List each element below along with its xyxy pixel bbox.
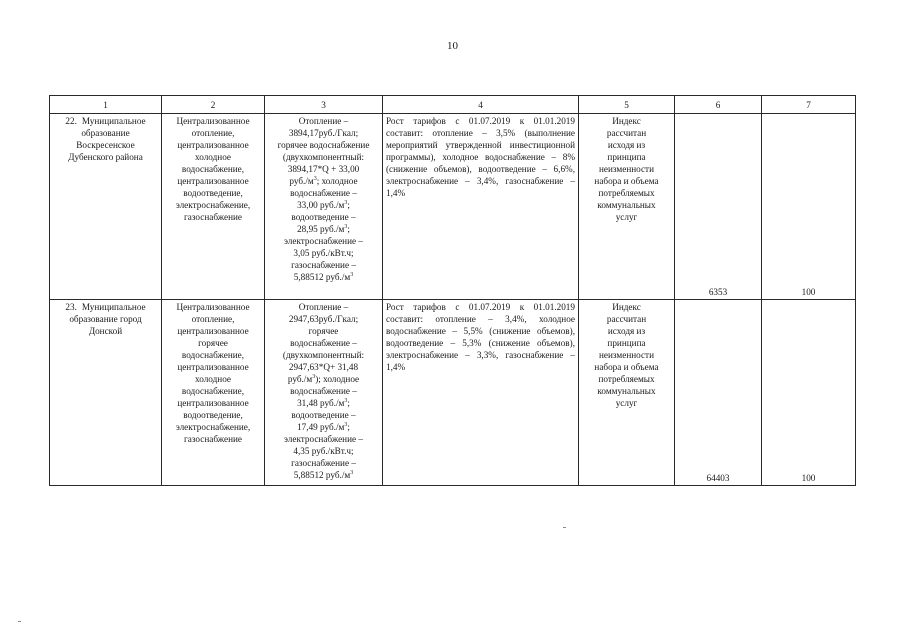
index-note-line: исходя из [607, 326, 646, 336]
service-line: централизованное [177, 362, 249, 372]
service-line: Централизованное [176, 302, 250, 312]
rate-line [268, 337, 379, 349]
index-note-line: Индекс [612, 302, 641, 312]
rate-line [268, 115, 379, 127]
rate-text: 31,48 руб./м [297, 398, 345, 408]
row-number: 22. [65, 116, 77, 126]
rate-text: руб./м [287, 374, 313, 384]
table-row [50, 114, 856, 300]
page-number: 10 [447, 40, 458, 52]
rates-cell [265, 114, 383, 300]
index-note-line: коммунальных [597, 386, 656, 396]
index-note-line: неизменности [599, 350, 654, 360]
rate-line [268, 199, 379, 211]
service-line: централизованное [177, 326, 249, 336]
service-line: газоснабжение [184, 212, 242, 222]
service-line: электроснабжение, [175, 422, 251, 432]
rate-text: газоснабжение – [291, 458, 356, 468]
rate-text: 3,05 руб./кВт.ч; [293, 248, 354, 258]
index-note-line: рассчитан [606, 128, 647, 138]
population-cell: 64403 [675, 300, 762, 486]
service-line: отопление, [191, 314, 235, 324]
scan-speck [563, 527, 566, 528]
rate-line [268, 385, 379, 397]
rate-unit-superscript: 3 [313, 175, 317, 182]
rate-text: 3894,17руб./Гкал; [288, 128, 359, 138]
row-number: 23. [65, 302, 77, 312]
rate-text: (двухкомпонентный: [282, 350, 365, 360]
tariff-table [49, 95, 856, 486]
rate-line [268, 127, 379, 139]
rate-text: 28,95 руб./м [297, 224, 345, 234]
service-line: централизованное [177, 398, 249, 408]
rate-text-after: ; [347, 422, 350, 432]
rate-text: 5,88512 руб./м [293, 470, 351, 480]
index-note-line: набора и объема [594, 362, 659, 372]
rate-text: 5,88512 руб./м [293, 272, 351, 282]
index-note-line: потребляемых [598, 188, 655, 198]
service-line: Централизованное [176, 116, 250, 126]
rate-line [268, 373, 379, 385]
rate-text-after: ; [347, 224, 350, 234]
rate-unit-superscript: 3 [350, 271, 354, 278]
rate-line [268, 409, 379, 421]
rate-unit-superscript: 3 [344, 421, 348, 428]
index-note-line: исходя из [607, 140, 646, 150]
service-line: отопление, [191, 128, 235, 138]
rate-line [268, 271, 379, 283]
rate-line [268, 151, 379, 163]
rate-text: Отопление – [298, 116, 349, 126]
column-header-3: 3 [265, 96, 383, 114]
rate-line [268, 445, 379, 457]
municipality-cell [50, 300, 162, 486]
rate-text: Отопление – [298, 302, 349, 312]
rate-unit-superscript: 3 [350, 469, 354, 476]
rate-line [268, 349, 379, 361]
rate-line [268, 235, 379, 247]
service-line: водоотведение, [183, 410, 243, 420]
rate-text: водоотведение – [291, 212, 356, 222]
rate-text-after: ; [347, 200, 350, 210]
service-line: холодное [194, 152, 231, 162]
column-header-6: 6 [675, 96, 762, 114]
rate-text: горячее водоснабжение [277, 140, 370, 150]
rate-line [268, 457, 379, 469]
rate-unit-superscript: 3 [344, 199, 348, 206]
index-note-line: услуг [615, 212, 638, 222]
service-line: водоснабжение, [181, 386, 245, 396]
rate-line [268, 223, 379, 235]
rate-line [268, 361, 379, 373]
rate-line [268, 301, 379, 313]
rate-text-after: ); холодное [315, 374, 360, 384]
column-header-2: 2 [162, 96, 265, 114]
population-cell: 6353 [675, 114, 762, 300]
tariff-growth-cell: Рост тарифов с 01.07.2019 к 01.01.2019 составит: отопление – 3,4%, холодное водоснабжение – 5,5% (снижение объемов), водоотведение – 5,3% (снижение объемов), электроснабжение – 3,3%, газоснабжение – 1,4% [383, 300, 579, 486]
rate-text: горячее [308, 326, 339, 336]
rate-text: водоснабжение – [290, 188, 357, 198]
rate-unit-superscript: 3 [344, 223, 348, 230]
rate-line [268, 397, 379, 409]
rate-text-after: ; [347, 398, 350, 408]
index-note-line: потребляемых [598, 374, 655, 384]
table-row [50, 300, 856, 486]
rate-text: 17,49 руб./м [297, 422, 345, 432]
service-line: централизованное [177, 140, 249, 150]
service-line: централизованное [177, 176, 249, 186]
column-header-5: 5 [579, 96, 675, 114]
rate-text: газоснабжение – [291, 260, 356, 270]
rate-text: электроснабжение – [284, 236, 363, 246]
rate-line [268, 469, 379, 481]
service-line: холодное [194, 374, 231, 384]
rate-line [268, 421, 379, 433]
rate-line [268, 175, 379, 187]
service-line: электроснабжение, [175, 200, 251, 210]
index-note-line: коммунальных [597, 200, 656, 210]
index-note-cell [579, 114, 675, 300]
service-line: горячее [198, 338, 228, 348]
rate-line [268, 139, 379, 151]
column-header-1: 1 [50, 96, 162, 114]
rate-text: руб./м [289, 176, 314, 186]
service-line: водоснабжение, [181, 350, 245, 360]
rate-line [268, 325, 379, 337]
service-line: газоснабжение [184, 434, 242, 444]
municipality-name: Муниципальное образование Воскресенское Дубенского района [68, 116, 146, 162]
rate-text-after: ; холодное [316, 176, 358, 186]
index-note-line: набора и объема [594, 176, 659, 186]
index-note-line: принципа [607, 338, 646, 348]
scan-speck [18, 621, 21, 622]
share-cell: 100 [762, 300, 856, 486]
rate-text: электроснабжение – [284, 434, 363, 444]
municipality-name: Муниципальное образование город Донской [69, 302, 146, 336]
rate-text: водоснабжение – [290, 386, 357, 396]
rate-line [268, 247, 379, 259]
rate-unit-superscript: 3 [312, 373, 316, 380]
rate-unit-superscript: 3 [344, 397, 348, 404]
rate-text: (двухкомпонентный: [282, 152, 365, 162]
rate-text: 4,35 руб./кВт.ч; [293, 446, 354, 456]
rate-line [268, 313, 379, 325]
rate-line [268, 187, 379, 199]
services-cell [162, 300, 265, 486]
index-note-line: Индекс [612, 116, 641, 126]
column-header-7: 7 [762, 96, 856, 114]
service-line: водоснабжение, [181, 164, 245, 174]
rate-text: водоснабжение – [290, 338, 357, 348]
rate-line [268, 433, 379, 445]
rate-text: 3894,17*Q + 33,00 [287, 164, 360, 174]
index-note-line: неизменности [599, 164, 654, 174]
rate-text: водоотведение – [291, 410, 356, 420]
service-line: водоотведение, [183, 188, 243, 198]
header-row [50, 96, 856, 114]
rate-text: 33,00 руб./м [297, 200, 345, 210]
municipality-cell [50, 114, 162, 300]
rates-cell [265, 300, 383, 486]
column-header-4: 4 [383, 96, 579, 114]
index-note-line: услуг [615, 398, 638, 408]
share-cell: 100 [762, 114, 856, 300]
rate-line [268, 259, 379, 271]
services-cell [162, 114, 265, 300]
rate-text: 2947,63*Q+ 31,48 [288, 362, 359, 372]
rate-line [268, 163, 379, 175]
rate-text: 2947,63руб./Гкал; [288, 314, 359, 324]
index-note-cell [579, 300, 675, 486]
index-note-line: рассчитан [606, 314, 647, 324]
tariff-growth-cell: Рост тарифов с 01.07.2019 к 01.01.2019 составит: отопление – 3,5% (выполнение мероприятий утвержденной инвестиционной программы), холодное водоснабжение – 8% (снижение объемов), водоотведение – 6,6%, электроснабжение – 3,4%, газоснабжение – 1,4% [383, 114, 579, 300]
index-note-line: принципа [607, 152, 646, 162]
rate-line [268, 211, 379, 223]
